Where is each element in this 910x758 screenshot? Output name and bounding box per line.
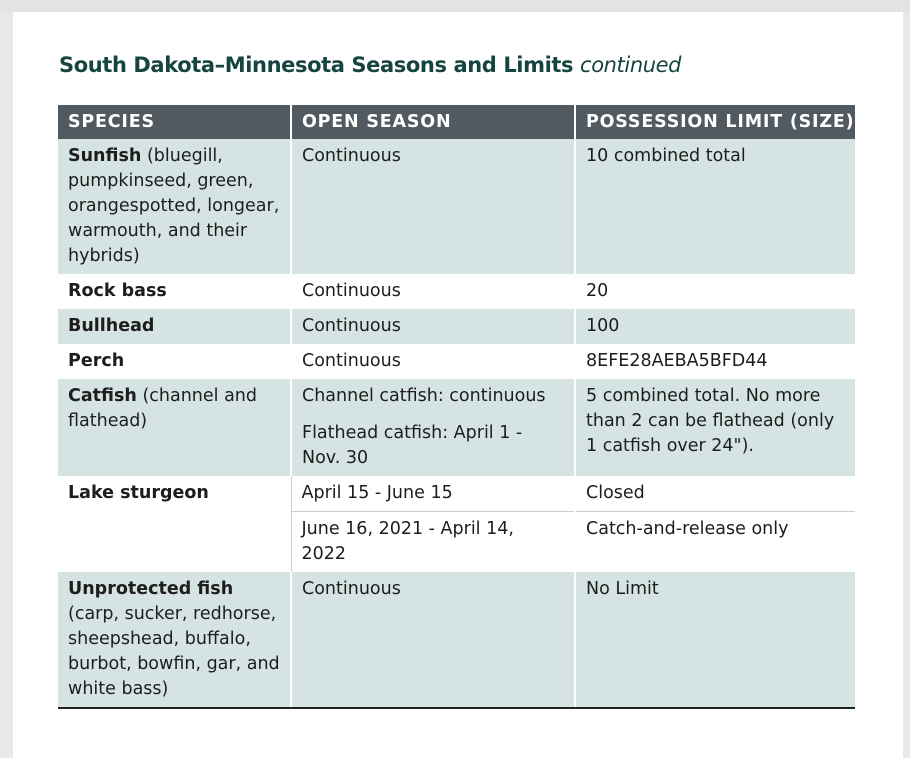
- season-cell: June 16, 2021 - April 14, 2022: [291, 512, 575, 573]
- species-detail: (bluegill, pumpkinseed, green, orangespotted, longear, warmouth, and their hybrids): [68, 146, 280, 266]
- limit-cell: 5 combined total. No more than 2 can be flathead (only 1 catfish over 24").: [575, 379, 855, 476]
- table-row: [58, 309, 855, 344]
- species-name: Perch: [68, 351, 125, 371]
- season-cell: Continuous: [291, 572, 575, 708]
- seasons-limits-table: [58, 105, 855, 709]
- species-name: Unprotected fish: [68, 579, 234, 599]
- header-species: SPECIES: [58, 105, 291, 139]
- season-cell: Continuous: [291, 139, 575, 274]
- season-line: Channel catfish: continuous: [302, 386, 546, 406]
- table-header-row: [58, 105, 855, 139]
- limit-cell: Closed: [575, 476, 855, 512]
- species-name: Rock bass: [68, 281, 167, 301]
- season-cell: [291, 379, 575, 476]
- species-name: Catfish: [68, 386, 137, 406]
- species-cell: [58, 572, 291, 708]
- species-name: Sunfish: [68, 146, 142, 166]
- limit-cell: No Limit: [575, 572, 855, 708]
- table-row: [58, 379, 855, 476]
- species-cell: [58, 139, 291, 274]
- species-cell: [58, 379, 291, 476]
- species-cell: [58, 476, 291, 572]
- viewer-top-strip: [0, 0, 910, 12]
- species-name: Lake sturgeon: [68, 483, 209, 503]
- species-detail: (channel and flathead): [68, 386, 257, 431]
- header-open-season: OPEN SEASON: [291, 105, 575, 139]
- limit-cell: 100: [575, 309, 855, 344]
- document-page: [13, 12, 903, 758]
- table-row: [58, 572, 855, 708]
- species-cell: [58, 274, 291, 309]
- table-row: [58, 344, 855, 379]
- season-line: Flathead catfish: April 1 - Nov. 30: [302, 423, 523, 468]
- species-name: Bullhead: [68, 316, 155, 336]
- season-cell: Continuous: [291, 309, 575, 344]
- header-possession-limit: POSSESSION LIMIT (SIZE): [575, 105, 855, 139]
- limit-cell: 8EFE28AEBA5BFD44: [575, 344, 855, 379]
- limit-cell: Catch-and-release only: [575, 512, 855, 573]
- title-main: South Dakota–Minnesota Seasons and Limits: [59, 53, 574, 77]
- page-title: [59, 53, 681, 77]
- limit-cell: 10 combined total: [575, 139, 855, 274]
- title-continued: continued: [580, 53, 682, 77]
- species-cell: [58, 309, 291, 344]
- table-row: [58, 274, 855, 309]
- limit-cell: 20: [575, 274, 855, 309]
- season-cell: Continuous: [291, 344, 575, 379]
- table-row: [58, 139, 855, 274]
- species-detail: (carp, sucker, redhorse, sheepshead, buffalo, burbot, bowfin, gar, and white bass): [68, 604, 280, 699]
- season-cell: April 15 - June 15: [291, 476, 575, 512]
- season-cell: Continuous: [291, 274, 575, 309]
- species-cell: [58, 344, 291, 379]
- table-row: [58, 476, 855, 512]
